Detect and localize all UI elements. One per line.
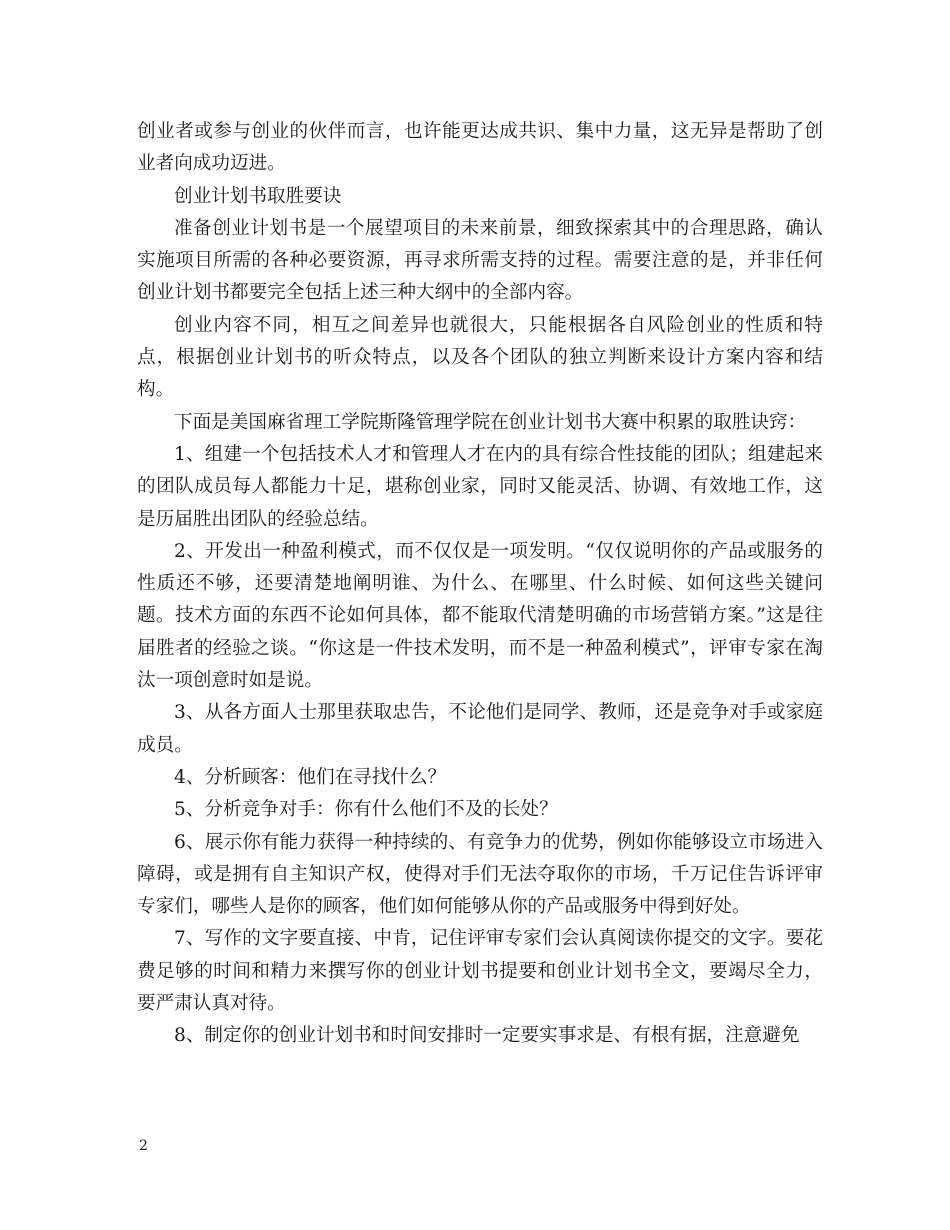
paragraph: 准备创业计划书是一个展望项目的未来前景，细致探索其中的合理思路，确认实施项目所需的各种必要资源，再寻求所需支持的过程。需要注意的是，并非任何创业计划书都要完全包括上述三种大纲中的全部内容。 [137,217,823,304]
list-item-5: 5、分析竞争对手：你有什么他们不及的长处？ [174,799,558,821]
list-item-7: 7、写作的文字要直接、中肯，记住评审专家们会认真阅读你提交的文字。要花费足够的时间和精力来撰写你的创业计划书提要和创业计划书全文，要竭尽全力，要严肃认真对待。 [137,928,823,1015]
page-number: 2 [139,1138,148,1154]
section-heading: 创业计划书取胜要诀 [174,185,342,207]
list-item-8: 8、制定你的创业计划书和时间安排时一定要实事求是、有根有据，注意避免 [174,1025,800,1047]
list-item-1: 1、组建一个包括技术人才和管理人才在内的具有综合性技能的团队；组建起来的团队成员每人都能力十足，堪称创业家，同时又能灵活、协调、有效地工作，这是历届胜出团队的经验总结。 [137,443,823,530]
paragraph-continuation: 创业者或参与创业的伙伴而言，也许能更达成共识、集中力量，这无异是帮助了创业者向成功迈进。 [137,121,823,175]
paragraph: 下面是美国麻省理工学院斯隆管理学院在创业计划书大赛中积累的取胜诀窍： [174,411,807,433]
list-item-6: 6、展示你有能力获得一种持续的、有竞争力的优势，例如你能够设立市场进入障碍，或是拥有自主知识产权，使得对手们无法夺取你的市场，千万记住告诉评审专家们，哪些人是你的顾客，他们如何能够从你的产品或服务中得到好处。 [137,831,823,918]
list-item-3: 3、从各方面人士那里获取忠告，不论他们是同学、教师，还是竞争对手或家庭成员。 [137,702,823,756]
body-text [137,116,823,1053]
paragraph: 创业内容不同，相互之间差异也就很大，只能根据各自风险创业的性质和特点，根据创业计划书的听众特点，以及各个团队的独立判断来设计方案内容和结构。 [137,314,823,401]
list-item-2: 2、开发出一种盈利模式，而不仅仅是一项发明。“仅仅说明你的产品或服务的性质还不够，还要清楚地阐明谁、为什么、在哪里、什么时候、如何这些关键问题。技术方面的东西不论如何具体，都不能取代清楚明确的市场营销方案。”这是往届胜者的经验之谈。“你这是一件技术发明，而不是一种盈利模式”，评审专家在淘汰一项创意时如是说。 [137,540,823,692]
list-item-4: 4、分析顾客：他们在寻找什么？ [174,766,447,788]
